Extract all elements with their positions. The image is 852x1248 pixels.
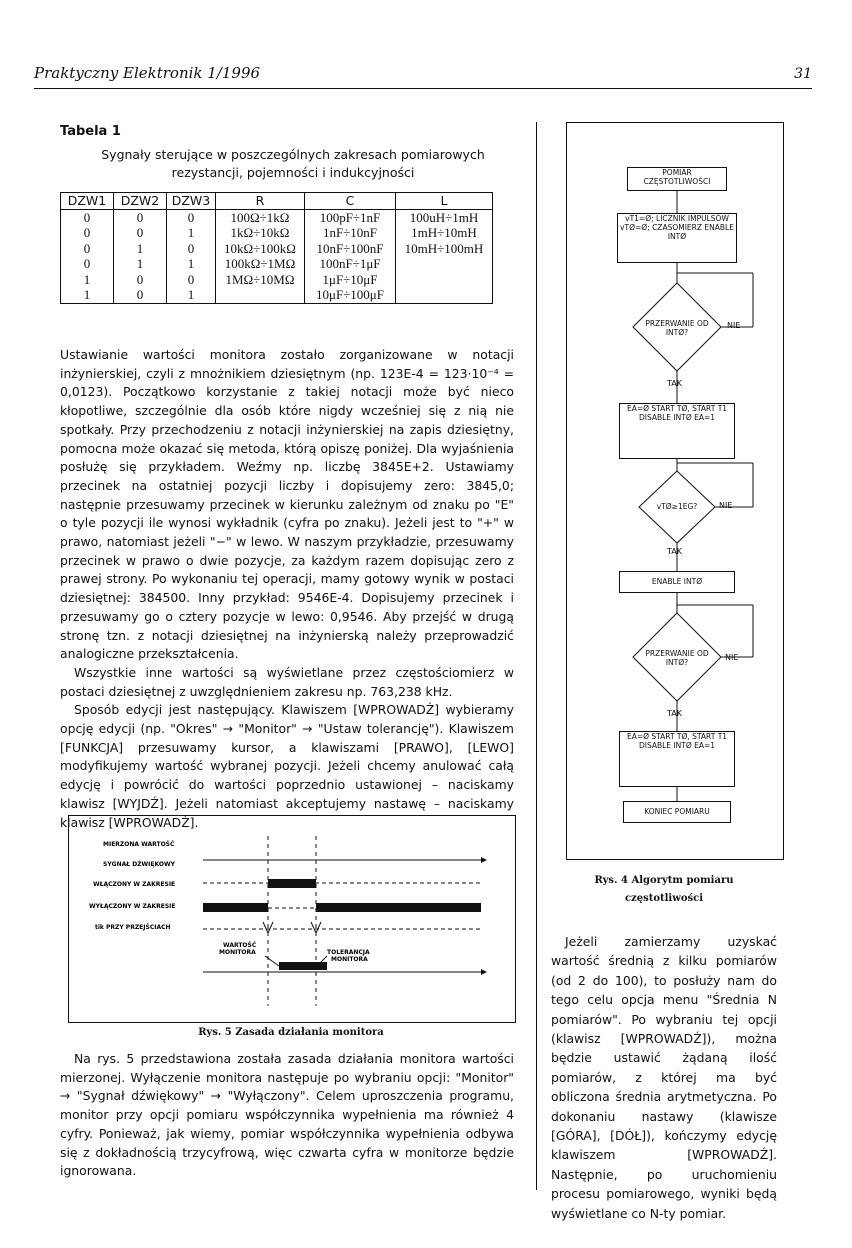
table-cell: 10μF÷100μF xyxy=(305,287,396,303)
table-cell: 1MΩ÷10MΩ xyxy=(216,272,305,288)
table-cell: 1 xyxy=(167,287,216,303)
caption-line: Rys. 4 Algorytm pomiaru xyxy=(594,875,734,886)
no-label: NIE xyxy=(725,653,739,662)
table-cell: 0 xyxy=(167,209,216,225)
table-cell: 0 xyxy=(114,287,167,303)
table-cell xyxy=(396,287,493,303)
table-row xyxy=(61,287,493,303)
table-cell: 0 xyxy=(61,256,114,272)
table-cell: 1nF÷10nF xyxy=(305,225,396,241)
table-cell: 1 xyxy=(61,272,114,288)
table-cell: 100nF÷1μF xyxy=(305,256,396,272)
decision-1-text: PRZERWANIE OD INTØ? xyxy=(645,319,709,337)
page-number: 31 xyxy=(794,66,812,82)
table-cell xyxy=(396,272,493,288)
figure-4-caption xyxy=(551,872,777,908)
table-cell: 0 xyxy=(114,225,167,241)
no-label: NIE xyxy=(727,321,741,330)
table-cell: 100kΩ÷1MΩ xyxy=(216,256,305,272)
table-cell: 10nF÷100nF xyxy=(305,241,396,257)
paragraph: Wszystkie inne wartości są wyświetlane przez częstościomierz w postaci dziesiętnej z uwzględnieniem zakresu np. 763,238 kHz. xyxy=(60,664,514,699)
on-range-pulse xyxy=(268,879,316,888)
table-header-row xyxy=(61,193,493,210)
column-divider xyxy=(536,122,537,1190)
decision-2-text: vTØ≥1EG? xyxy=(656,502,698,511)
signals-table xyxy=(60,192,493,304)
yes-label: TAK xyxy=(667,709,682,718)
figure-5-caption: Rys. 5 Zasada działania monitora xyxy=(198,1027,384,1038)
flow-start-box: POMIAR CZĘSTOTLIWOŚCI xyxy=(627,167,727,191)
figure-4 xyxy=(566,122,784,860)
table-cell: 0 xyxy=(114,272,167,288)
flow-action-box-2: EA=Ø START TØ, START T1 DISABLE INTØ EA=1 xyxy=(619,731,735,787)
table-cell: 1kΩ÷10kΩ xyxy=(216,225,305,241)
table-cell: 0 xyxy=(61,225,114,241)
table-row xyxy=(61,256,493,272)
off-range-pulse-left xyxy=(203,903,268,912)
table-caption xyxy=(60,146,526,182)
table-cell: 1 xyxy=(167,256,216,272)
label-monitor-value: WARTOŚĆ MONITORA xyxy=(219,942,257,956)
table-cell: 0 xyxy=(167,241,216,257)
col-header: DZW1 xyxy=(61,193,114,210)
label-off-in-range: WYŁĄCZONY W ZAKRESIE xyxy=(89,903,176,910)
label-measured-value: MIERZONA WARTOŚĆ xyxy=(103,841,175,848)
table-cell: 100Ω÷1kΩ xyxy=(216,209,305,225)
yes-label: TAK xyxy=(667,547,682,556)
caption-line: częstotliwości xyxy=(624,893,704,904)
label-tolerance: TOLERANCJA MONITORA xyxy=(327,949,370,963)
paragraph: Ustawianie wartości monitora zostało zorganizowane w notacji inżynierskiej, czyli z mnożnikiem dziesiętnym (np. 123E-4 = 123·10⁻⁴ = 0,0123). Początkowo korzystanie z takiej notacji może być nieco kłopotliwe, szczególnie dla osób które nigdy wcześniej się z nią nie spotkały. Przy przechodzeniu z notacji inżynierskiej na zapis dziesiętny, pomocna może okazać się metoda, którą opiszę poniżej. Dla wyjaśnienia posłużę się przykładem. Weźmy np. liczbę 3845E+2. Ustawiamy przecinek na ostatniej pozycji liczby i dopisujemy zero: 3845,0; następnie przesuwamy przecinek w kierunku zależnym od znaku po "E" o tyle pozycji ile wynosi wykładnik (cyfra po znaku). Jeżeli jest to "+" w prawo, natomiast jeżeli "−" w lewo. W naszym przykładzie, przesuwamy przecinek w prawo o dwie pozycje, za każdym razem dopisując zero z prawej strony. Po wykonaniu tej operacji, mamy gotowy wynik w postaci dziesiętnej: 384500. Inny przykład: 9546E-4. Dopisujemy przecinek i przesuwamy go o cztery pozycje w lewo: 0,9546. Aby przejść w drugą stronę tzn. z notacji dziesiętnej na inżynierską należy przeprowadzić analogiczne przekształcenia. xyxy=(60,347,514,662)
flow-action-box-1: EA=Ø START TØ, START T1 DISABLE INTØ EA=1 xyxy=(619,403,735,459)
col-header: C xyxy=(305,193,396,210)
table-row xyxy=(61,209,493,225)
flow-init-box: vT1=Ø; LICZNIK IMPULSÓW vTØ=Ø; CZASOMIERZ ENABLE INTØ xyxy=(617,213,737,263)
table-cell: 1 xyxy=(167,225,216,241)
table-cell: 10mH÷100mH xyxy=(396,241,493,257)
table-cell: 0 xyxy=(167,272,216,288)
label-on-in-range: WŁĄCZONY W ZAKRESIE xyxy=(93,881,176,888)
table-title: Tabela 1 xyxy=(60,124,121,139)
table-cell: 1 xyxy=(114,256,167,272)
table-cell: 100uH÷1mH xyxy=(396,209,493,225)
header-rule xyxy=(34,88,812,89)
col-header: R xyxy=(216,193,305,210)
table-cell: 0 xyxy=(61,241,114,257)
body-text-right xyxy=(551,932,777,1223)
no-label: NIE xyxy=(719,501,733,510)
table-row xyxy=(61,241,493,257)
arrow-head xyxy=(481,969,487,975)
table-cell: 10kΩ÷100kΩ xyxy=(216,241,305,257)
yes-label: TAK xyxy=(667,379,682,388)
table-caption-line: rezystancji, pojemności i indukcyjności xyxy=(171,165,415,180)
label-tick: tik PRZY PRZEJŚCIACH xyxy=(95,924,171,931)
body-text-lower xyxy=(60,1050,514,1181)
table-cell: 1 xyxy=(114,241,167,257)
table-cell xyxy=(396,256,493,272)
table-caption-line: Sygnały sterujące w poszczególnych zakresach pomiarowych xyxy=(101,147,485,162)
figure-5 xyxy=(68,815,516,1023)
table-cell xyxy=(216,287,305,303)
leader-line xyxy=(265,956,279,966)
paragraph: Jeżeli zamierzamy uzyskać wartość średnią z kilku pomiarów (od 2 do 100), to posłuży nam do tego celu opcja menu "Średnia N pomiarów". Po wybraniu tej opcji (klawisz [WPROWADŹ]), można będzie ustawić żądaną ilość pomiarów, z której ma być obliczona średnia arytmetyczna. Po dokonaniu nastawy (klawisze [GÓRA], [DÓŁ]), kończymy edycję klawiszem [WPROWADŹ]. Następnie, po uruchomieniu procesu pomiarowego, wyniki będą wyświetlane co N-ty pomiar. xyxy=(551,934,777,1221)
table-cell: 1μF÷10μF xyxy=(305,272,396,288)
label-sound-signal: SYGNAŁ DŹWIĘKOWY xyxy=(103,861,175,868)
flow-end-box: KONIEC POMIARU xyxy=(623,801,731,823)
flow-enable-box: ENABLE INTØ xyxy=(619,571,735,593)
table-cell: 0 xyxy=(114,209,167,225)
col-header: L xyxy=(396,193,493,210)
body-text-upper xyxy=(60,346,514,832)
decision-3-text: PRZERWANIE OD INTØ? xyxy=(645,649,709,667)
paragraph: Na rys. 5 przedstawiona została zasada działania monitora wartości mierzonej. Wyłączenie monitora następuje po wybraniu opcji: "Monitor" → "Sygnał dźwiękowy" → "Wyłączony". Celem uproszczenia programu, monitor przy opcji pomiaru współczynnika wypełnienia ma również 4 cyfry. Ponieważ, jak wiemy, pomiar współczynnika wypełnienia odbywa się z dokładnością trzycyfrową, więc czwarta cyfra w monitorze będzie ignorowana. xyxy=(60,1051,514,1179)
paragraph: Sposób edycji jest następujący. Klawiszem [WPROWADŹ] wybieramy opcję edycji (np. "Okres" → "Monitor" → "Ustaw tolerancję"). Klawiszem [FUNKCJA] przesuwamy kursor, a klawiszami [PRAWO], [LEWO] modyfikujemy wartość wybranej pozycji. Jeżeli chcemy anulować całą edycję i powrócić do wartości poprzednio ustawionej – naciskamy klawisz [WYJDŹ]. Jeżeli natomiast akceptujemy nastawę – naciskamy klawisz [WPROWADŹ]. xyxy=(60,702,514,830)
table-cell: 1 xyxy=(61,287,114,303)
monitor-timing-diagram xyxy=(69,816,515,1022)
table-cell: 1mH÷10mH xyxy=(396,225,493,241)
off-range-pulse-right xyxy=(316,903,481,912)
table-cell: 100pF÷1nF xyxy=(305,209,396,225)
arrow-head xyxy=(481,857,487,863)
table-row xyxy=(61,225,493,241)
col-header: DZW3 xyxy=(167,193,216,210)
table-row xyxy=(61,272,493,288)
table-cell: 0 xyxy=(61,209,114,225)
col-header: DZW2 xyxy=(114,193,167,210)
journal-title: Praktyczny Elektronik 1/1996 xyxy=(34,64,261,82)
